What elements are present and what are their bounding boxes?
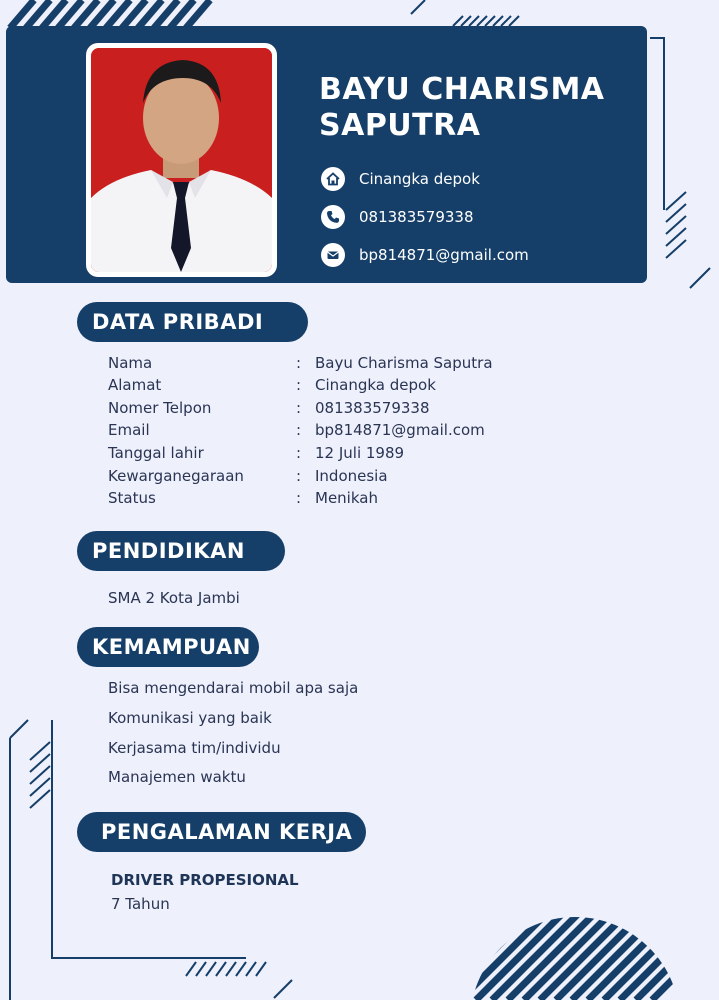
row-value: Menikah — [315, 489, 378, 507]
profile-photo — [91, 48, 272, 272]
section-title-personal: DATA PRIBADI — [77, 302, 308, 342]
stripe-decoration-top-left — [0, 0, 230, 28]
row-colon: : — [296, 376, 302, 394]
row-label: Tanggal lahir — [108, 444, 204, 462]
row-label: Nomer Telpon — [108, 399, 212, 417]
mail-icon — [321, 243, 345, 267]
job-title: DRIVER PROPESIONAL — [111, 871, 299, 889]
row-colon: : — [296, 421, 302, 439]
frame-line-right — [640, 30, 719, 300]
full-name-heading — [319, 72, 639, 144]
home-icon — [321, 167, 345, 191]
row-label: Nama — [108, 354, 153, 372]
phone-icon — [321, 205, 345, 229]
row-label: Kewarganegaraan — [108, 467, 244, 485]
row-colon: : — [296, 399, 302, 417]
frame-line-bottom-left — [0, 712, 300, 1000]
section-title-skills: KEMAMPUAN — [77, 627, 259, 667]
stripe-decoration-top-right — [405, 0, 525, 28]
row-value: Bayu Charisma Saputra — [315, 354, 493, 372]
row-label: Alamat — [108, 376, 162, 394]
row-colon: : — [296, 444, 302, 462]
contact-address — [321, 167, 480, 191]
row-colon: : — [296, 467, 302, 485]
section-title-experience: PENGALAMAN KERJA — [77, 812, 366, 852]
row-value: Indonesia — [315, 467, 388, 485]
row-label: Status — [108, 489, 156, 507]
contact-phone-text: 081383579338 — [359, 208, 474, 226]
row-colon: : — [296, 354, 302, 372]
row-colon: : — [296, 489, 302, 507]
row-value: bp814871@gmail.com — [315, 421, 485, 439]
profile-photo-frame — [86, 43, 277, 277]
contact-phone — [321, 205, 474, 229]
contact-email-text: bp814871@gmail.com — [359, 246, 529, 264]
contact-address-text: Cinangka depok — [359, 170, 480, 188]
name-line-1: BAYU CHARISMA — [319, 72, 605, 107]
skill-item: Manajemen waktu — [108, 768, 246, 786]
education-item: SMA 2 Kota Jambi — [108, 589, 240, 607]
skill-item: Komunikasi yang baik — [108, 709, 272, 727]
job-duration: 7 Tahun — [111, 895, 170, 913]
contact-email — [321, 243, 529, 267]
section-title-education: PENDIDIKAN — [77, 531, 285, 571]
row-value: 12 Juli 1989 — [315, 444, 405, 462]
skill-item: Kerjasama tim/individu — [108, 739, 281, 757]
skill-item: Bisa mengendarai mobil apa saja — [108, 679, 359, 697]
striped-circle-decoration — [460, 912, 690, 1000]
name-line-2: SAPUTRA — [319, 108, 481, 143]
row-value: Cinangka depok — [315, 376, 436, 394]
row-value: 081383579338 — [315, 399, 430, 417]
row-label: Email — [108, 421, 150, 439]
